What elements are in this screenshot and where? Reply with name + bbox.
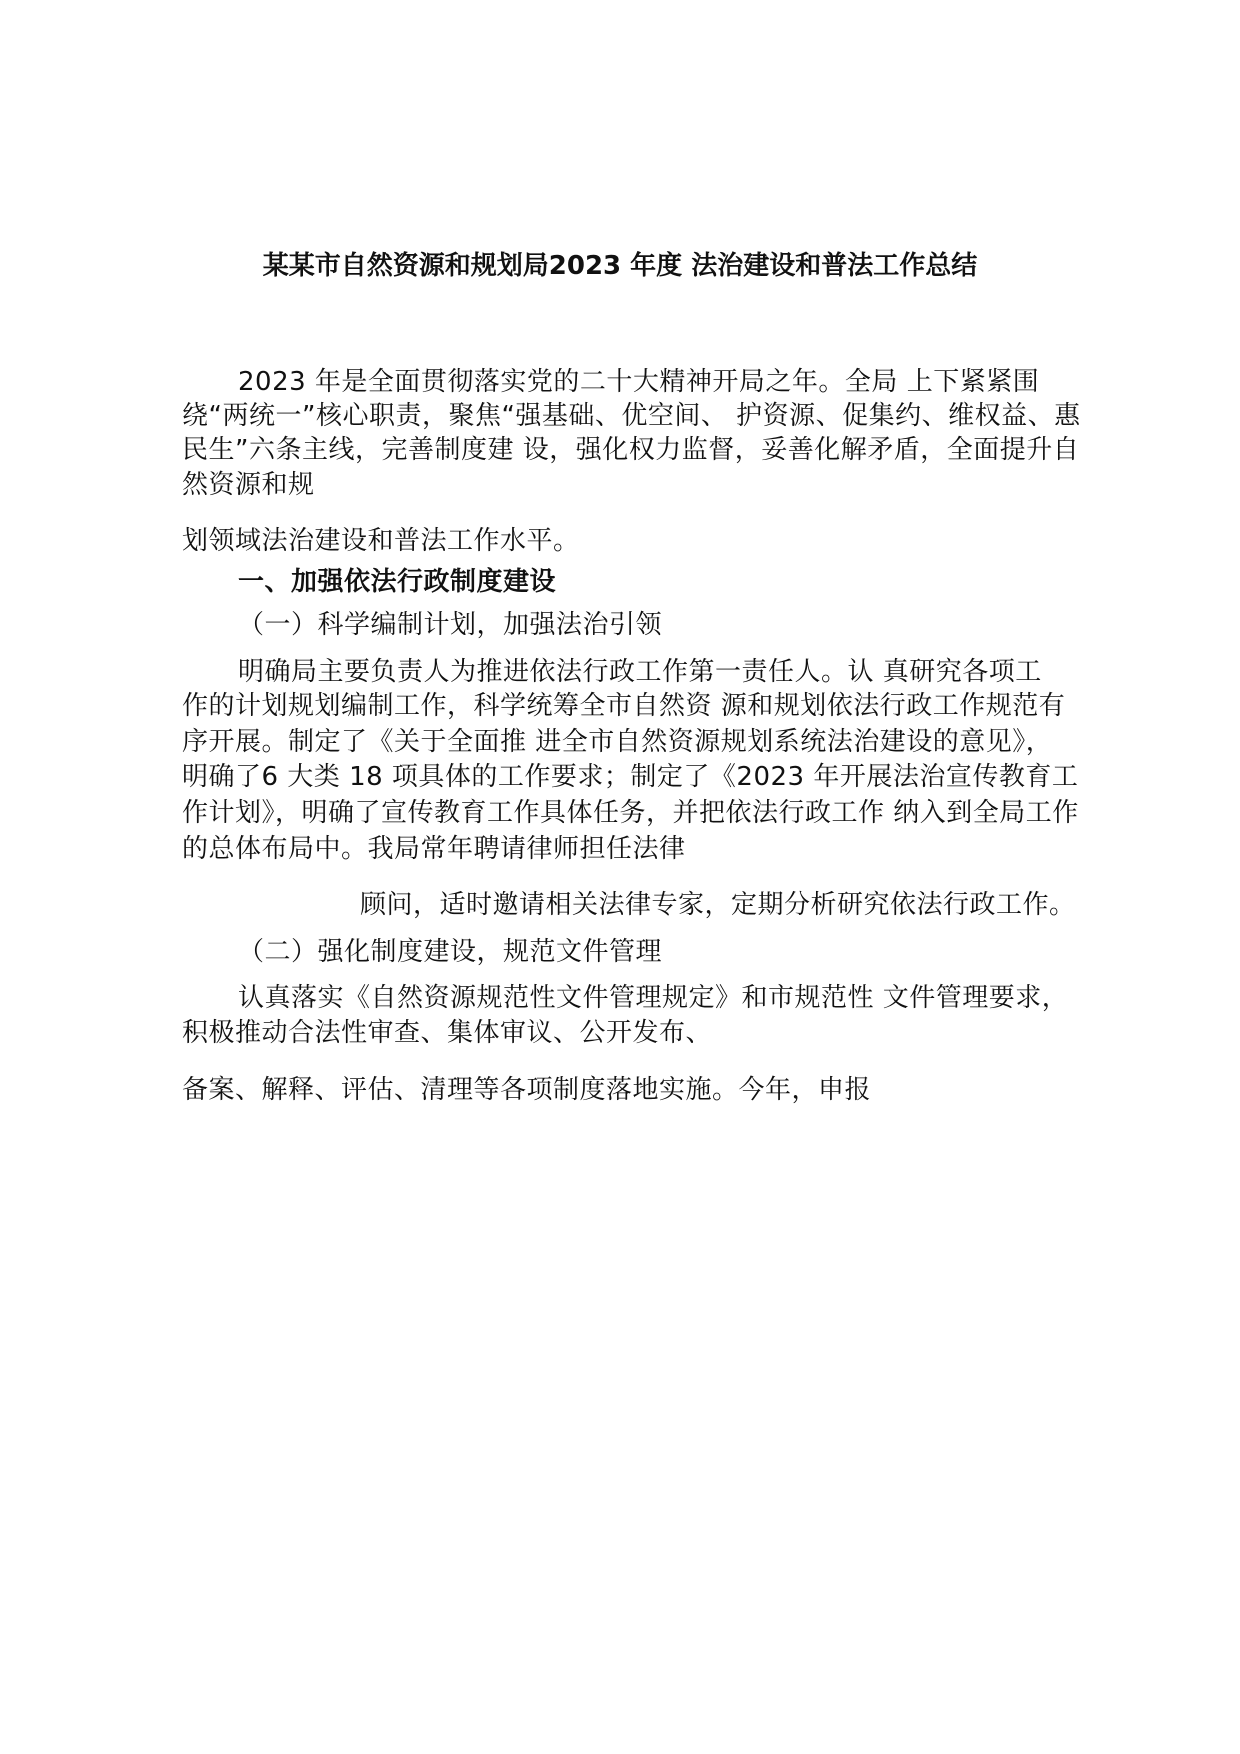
document-title: 某某市自然资源和规划局2023 年度 法治建设和普法工作总结 [262,251,978,281]
paragraph-line: 民生”六条主线，完善制度建 设，强化权力监督，妥善化解矛盾，全面提升自 [182,435,1080,465]
paragraph-line: 然资源和规 [182,470,315,500]
subsection-heading: （一）科学编制计划，加强法治引领 [238,610,663,640]
paragraph-line: 作计划》，明确了宣传教育工作具体任务，并把依法行政工作 纳入到全局工作 [182,798,1079,828]
paragraph-line: 顾问，适时邀请相关法律专家，定期分析研究依法行政工作。 [360,890,1076,920]
paragraph-line: 积极推动合法性审查、集体审议、公开发布、 [182,1018,713,1048]
paragraph-line: 作的计划规划编制工作，科学统筹全市自然资 源和规划依法行政工作规范有 [182,691,1066,721]
paragraph-line: 绕“两统一”核心职责，聚焦“强基础、优空间、 护资源、促集约、维权益、惠 [182,401,1081,431]
paragraph-line: 认真落实《自然资源规范性文件管理规定》和市规范性 文件管理要求， [238,983,1069,1013]
paragraph-line: 序开展。制定了《关于全面推 进全市自然资源规划系统法治建设的意见》， [182,727,1053,757]
paragraph-line: 明确了6 大类 18 项具体的工作要求；制定了《2023 年开展法治宣传教育工 [182,762,1079,792]
paragraph-line: 备案、解释、评估、清理等各项制度落地实施。今年，申报 [182,1075,872,1105]
subsection-heading: （二）强化制度建设，规范文件管理 [238,937,663,967]
paragraph-line: 划领域法治建设和普法工作水平。 [182,526,580,556]
paragraph-line: 明确局主要负责人为推进依法行政工作第一责任人。认 真研究各项工 [238,657,1042,687]
paragraph-line: 的总体布局中。我局常年聘请律师担任法律 [182,834,686,864]
paragraph-line: 2023 年是全面贯彻落实党的二十大精神开局之年。全局 上下紧紧围 [238,367,1040,397]
section-heading: 一、加强依法行政制度建设 [238,567,557,597]
